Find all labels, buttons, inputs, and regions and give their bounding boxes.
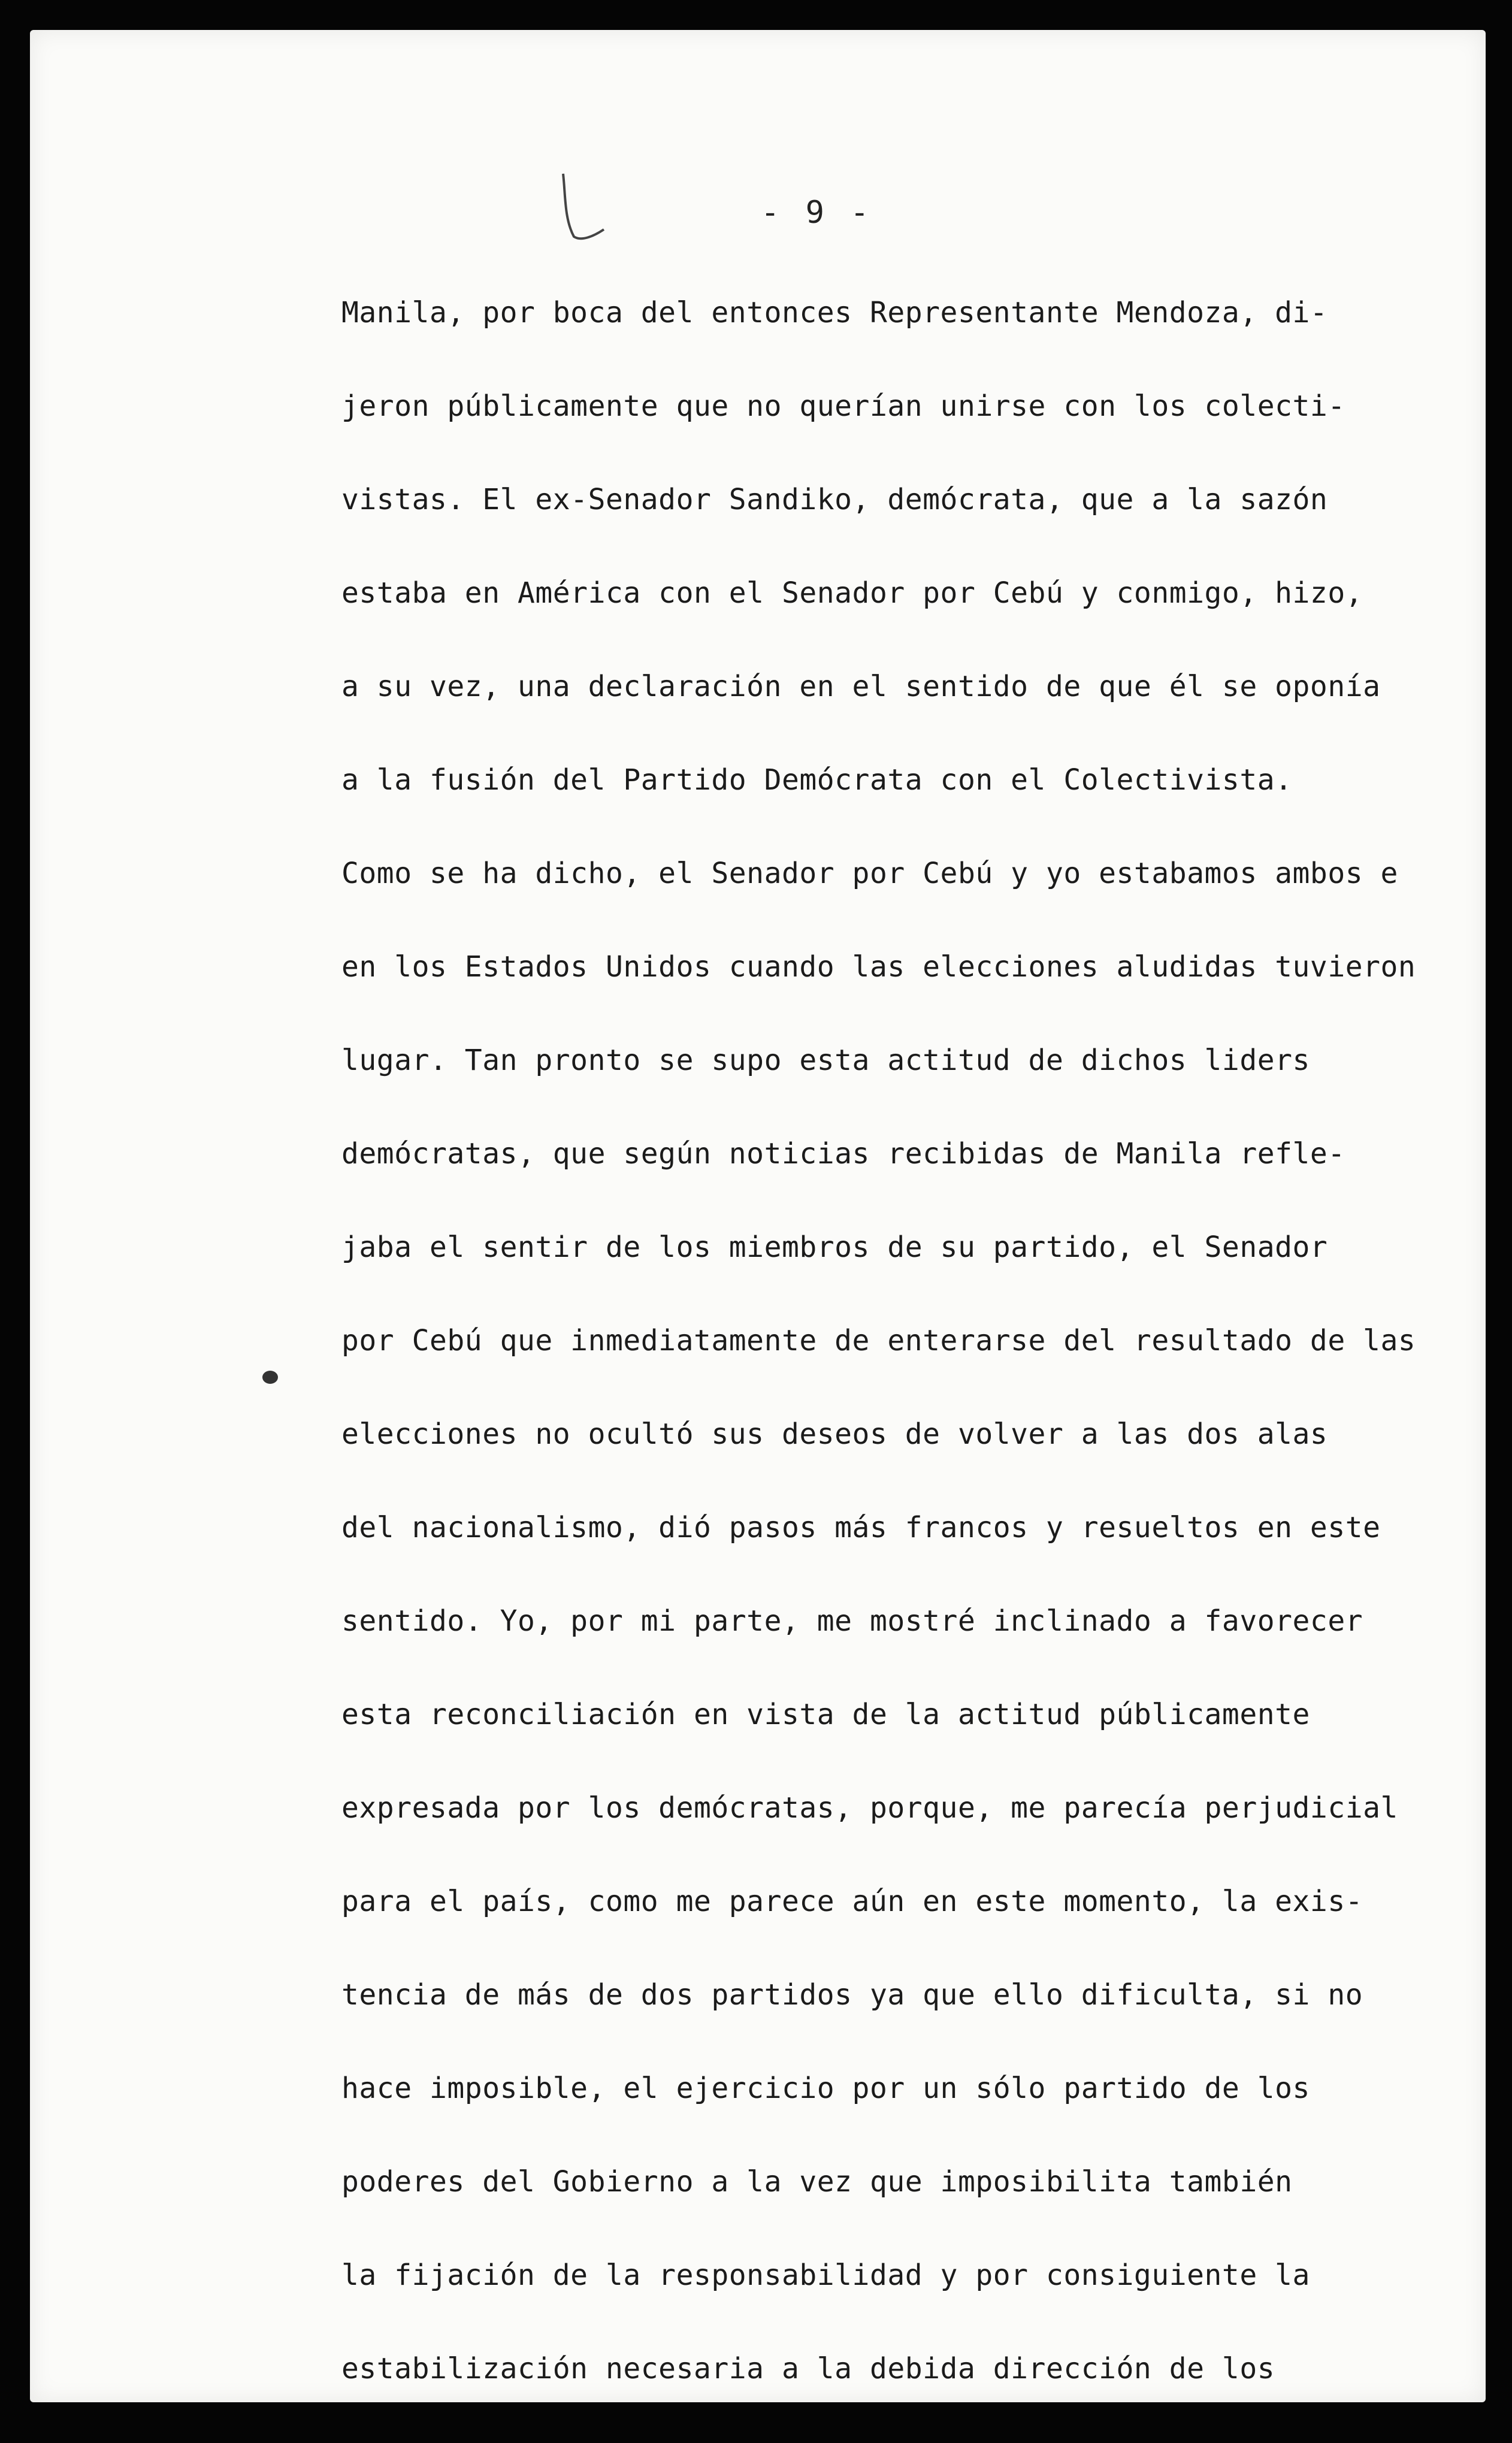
text-line: hace imposible, el ejercicio por un sólo partido de los bbox=[341, 2072, 1310, 2105]
page-number: - 9 - bbox=[761, 195, 873, 231]
text-line: Como se ha dicho, el Senador por Cebú y yo estabamos ambos e bbox=[341, 857, 1398, 890]
text-line: esta reconciliación en vista de la actitud públicamente bbox=[341, 1698, 1310, 1731]
text-line: sentido. Yo, por mi parte, me mostré inclinado a favorecer bbox=[341, 1604, 1363, 1638]
text-line: jaba el sentir de los miembros de su partido, el Senador bbox=[341, 1230, 1328, 1264]
text-line: a la fusión del Partido Demócrata con el Colectivista. bbox=[341, 763, 1293, 797]
text-line: expresada por los demócratas, porque, me parecía perjudicial bbox=[341, 1791, 1398, 1825]
text-line: tencia de más de dos partidos ya que ello dificulta, si no bbox=[341, 1978, 1363, 2012]
typewritten-page bbox=[30, 30, 1486, 2402]
text-line: lugar. Tan pronto se supo esta actitud de dichos liders bbox=[341, 1044, 1310, 1077]
handwritten-mark bbox=[557, 171, 611, 243]
text-line: demócratas, que según noticias recibidas de Manila refle- bbox=[341, 1137, 1345, 1171]
text-line: vistas. El ex-Senador Sandiko, demócrata, que a la sazón bbox=[341, 483, 1328, 516]
ink-dot bbox=[262, 1371, 278, 1384]
text-line: poderes del Gobierno a la vez que imposibilita también bbox=[341, 2165, 1293, 2199]
text-line: por Cebú que inmediatamente de enterarse del resultado de las bbox=[341, 1324, 1416, 1357]
text-line: estabilización necesaria a la debida dirección de los bbox=[341, 2352, 1275, 2385]
document-body bbox=[341, 282, 1468, 2403]
text-line: a su vez, una declaración en el sentido de que él se oponía bbox=[341, 670, 1381, 703]
text-line: jeron públicamente que no querían unirse con los colecti- bbox=[341, 389, 1345, 423]
text-line: la fijación de la responsabilidad y por consiguiente la bbox=[341, 2258, 1310, 2292]
text-line: elecciones no ocultó sus deseos de volver a las dos alas bbox=[341, 1417, 1328, 1451]
text-line: en los Estados Unidos cuando las elecciones aludidas tuvieron bbox=[341, 950, 1416, 984]
text-line: para el país, como me parece aún en este momento, la exis- bbox=[341, 1885, 1363, 1918]
text-line: Manila, por boca del entonces Representante Mendoza, di- bbox=[341, 296, 1328, 329]
text-line: del nacionalismo, dió pasos más francos y resueltos en este bbox=[341, 1511, 1381, 1544]
text-line: estaba en América con el Senador por Cebú y conmigo, hizo, bbox=[341, 576, 1363, 610]
